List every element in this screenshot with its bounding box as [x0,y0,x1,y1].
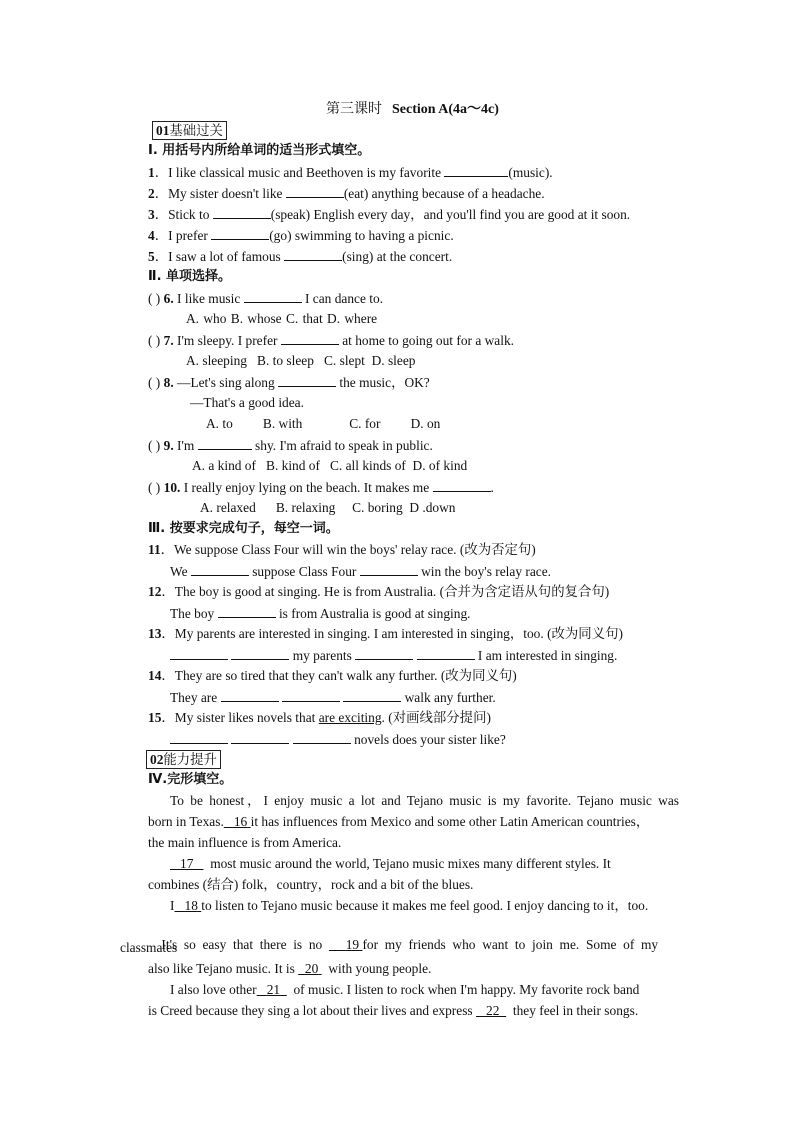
part3-item-13: 13．My parents are interested in singing. I am interested in singing，too. (改为同义句) [148,626,623,641]
part3-answer-14: They are walk any further. [170,690,496,705]
cloze-line-4: 17 most music around the world, Tejano music mixes many different styles. It [170,855,679,873]
page-title [326,101,499,119]
fill-blank [281,331,339,345]
fill-blank[interactable] [211,226,269,240]
fill-blank[interactable] [417,646,475,660]
fill-blank[interactable] [282,688,340,702]
part2-item-8: ( ) 8. —Let's sing along the music，OK? [148,375,430,390]
part2-options-6: A. who B. whose C. that D. where [186,311,378,326]
fill-blank[interactable] [444,163,508,177]
fill-blank[interactable] [231,730,289,744]
part3-answer-11: We suppose Class Four win the boy's relay race. [170,564,552,579]
fill-blank[interactable] [170,730,228,744]
part2-options-9: A. a kind of B. kind of C. all kinds of D. of kind [192,458,468,473]
fill-blank[interactable] [218,604,276,618]
fill-blank[interactable] [286,184,344,198]
cloze-line-5: combines (结合) folk，country，rock and a bit of the blues. [148,877,474,892]
part1-item-5: 5．I saw a lot of famous (sing) at the concert. [148,249,453,264]
part4-heading: Ⅳ.完形填空。 [148,772,233,787]
part3-item-12: 12．The boy is good at singing. He is from Australia. (合并为含定语从句的复合句) [148,584,610,599]
cloze-line-1: To be honest，I enjoy music a lot and Tejano music is my favorite. Tejano music was [170,793,679,808]
answer-paren[interactable]: ( ) [148,480,161,495]
fill-blank[interactable] [231,646,289,660]
badge-label: 能力提升 [163,752,217,767]
lesson-label: 第三课时 [326,102,382,117]
part3-item-11: 11．We suppose Class Four will win the boys' relay race. (改为否定句) [148,542,536,557]
blank-20[interactable]: 20 [304,961,319,976]
part3-answer-15: novels does your sister like? [170,730,506,749]
fill-blank [433,478,491,492]
cloze-line-3: the main influence is from America. [148,835,342,850]
cloze-line-6: I 18 to listen to Tejano music because it makes me feel good. I enjoy dancing to it，too. [170,898,649,913]
part2-heading: Ⅱ. 单项选择。 [148,269,232,284]
cloze-line-2: born in Texas. 16 it has influences from Mexico and some other Latin American countries， [148,814,650,829]
part2-dialog-8: —That's a good idea. [190,395,304,410]
fill-blank[interactable] [360,562,418,576]
cloze-line-11: is Creed because they sing a lot about their lives and express 22 they feel in their songs. [148,1003,639,1018]
part1-item-4: 4．I prefer (go) swimming to having a picnic. [148,228,454,243]
part3-item-14: 14．They are so tired that they can't walk any further. (改为同义句) [148,668,517,683]
badge-number: 02 [150,752,164,767]
fill-blank[interactable] [284,247,342,261]
answer-paren[interactable]: ( ) [148,291,161,306]
part2-options-7: A. sleeping B. to sleep C. slept D. sleep [186,353,416,368]
fill-blank[interactable] [213,205,271,219]
advanced-section-badge [146,750,221,769]
blank-19[interactable]: 19 [345,937,360,952]
cloze-line-9: also like Tejano music. It is 20 with young people. [148,961,432,976]
blank-21[interactable]: 21 [266,982,281,997]
part1-item-2: 2．My sister doesn't like (eat) anything because of a headache. [148,186,545,201]
part2-options-8: A. to B. with C. for D. on [206,416,441,431]
part2-item-10: ( ) 10. I really enjoy lying on the beach. It makes me . [148,480,494,495]
part2-options-10: A. relaxed B. relaxing C. boring D .down [200,500,456,515]
blank-22[interactable]: 22 [486,1003,500,1018]
fill-blank [278,373,336,387]
cloze-line-10: I also love other 21 of music. I listen to rock when I'm happy. My favorite rock band [170,982,640,997]
fill-blank[interactable] [293,730,351,744]
answer-paren[interactable]: ( ) [148,438,161,453]
part1-item-3: 3．Stick to (speak) English every day，and you'll find you are good at it soon. [148,207,631,222]
part2-item-7: ( ) 7. I'm sleepy. I prefer at home to going out for a walk. [148,333,515,348]
fill-blank[interactable] [191,562,249,576]
answer-paren[interactable]: ( ) [148,333,161,348]
blank-18[interactable]: 18 [184,898,198,913]
fill-blank [244,289,302,303]
badge-label: 基础过关 [169,123,223,138]
part1-item-1: 1．I like classical music and Beethoven is my favorite (music). [148,165,553,180]
fill-blank [198,436,252,450]
underlined-phrase: are exciting [318,710,382,725]
badge-number: 01 [156,123,170,138]
part3-answer-12: The boy is from Australia is good at singing. [170,606,471,621]
part3-item-15: 15．My sister likes novels that are exciting. (对画线部分提问) [148,710,491,725]
blank-17[interactable]: 17 [180,856,194,871]
fill-blank[interactable] [221,688,279,702]
part3-answer-13: my parents I am interested in singing. [170,646,617,665]
part2-item-9: ( ) 9. I'm shy. I'm afraid to speak in public. [148,438,433,453]
cloze-line-7: It's so easy that there is no 19 for my friends who want to join me. Some of my [161,937,659,952]
fill-blank[interactable] [170,646,228,660]
fill-blank[interactable] [343,688,401,702]
part3-heading: Ⅲ. 按要求完成句子，每空一词。 [148,521,339,536]
fill-blank[interactable] [355,646,413,660]
part2-item-6: ( ) 6. I like music I can dance to. [148,291,384,306]
answer-paren[interactable]: ( ) [148,375,161,390]
blank-16[interactable]: 16 [233,814,248,829]
basic-section-badge [152,121,227,140]
section-label: Section A(4a～4c) [392,102,499,117]
part1-heading: Ⅰ. 用括号内所给单词的适当形式填空。 [148,143,371,158]
cloze-line-8: classmates [120,940,178,955]
